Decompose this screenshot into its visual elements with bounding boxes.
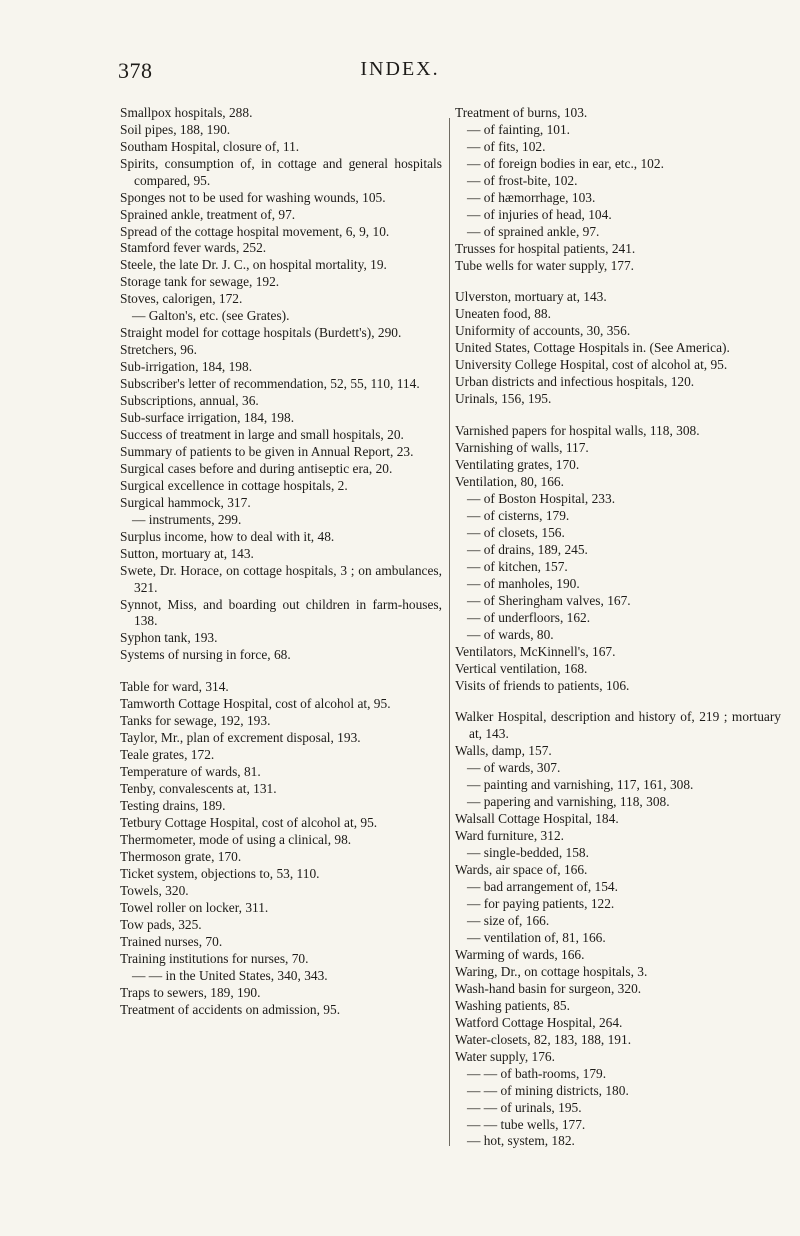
index-entry: Straight model for cottage hospitals (Burdett's), 290. [120, 325, 402, 341]
index-entry: Stretchers, 96. [120, 342, 197, 358]
index-entry: Ticket system, objections to, 53, 110. [120, 865, 320, 881]
index-entry: Southam Hospital, closure of, 11. [120, 138, 300, 154]
running-head: INDEX. [360, 58, 440, 80]
index-entry: Urban districts and infectious hospitals, 120. [455, 374, 695, 390]
index-entry: Stamford fever wards, 252. [120, 240, 267, 256]
index-entry: Temperature of wards, 81. [120, 763, 261, 779]
index-subentry: — of underfloors, 162. [467, 609, 591, 625]
index-subentry: — of foreign bodies in ear, etc., 102. [467, 155, 664, 171]
index-entry: Success of treatment in large and small hospitals, 20. [120, 427, 404, 443]
index-subentry: — of hæmorrhage, 103. [467, 189, 596, 205]
index-subentry: — of kitchen, 157. [467, 558, 568, 574]
index-subentry: — instruments, 299. [132, 512, 242, 528]
index-entry: Uniformity of accounts, 30, 356. [455, 323, 631, 339]
index-entry: Wash-hand basin for surgeon, 320. [455, 980, 642, 996]
index-subentry: — of manholes, 190. [467, 575, 580, 591]
index-entry: Summary of patients to be given in Annual Report, 23. [120, 444, 414, 460]
section-gap [455, 408, 781, 423]
index-entry: Teale grates, 172. [120, 746, 215, 762]
index-entry: Varnishing of walls, 117. [455, 439, 589, 455]
index-entry: Surgical excellence in cottage hospitals, 2. [120, 478, 348, 494]
index-subentry: — of fainting, 101. [467, 121, 571, 137]
index-entry: Sprained ankle, treatment of, 97. [120, 206, 296, 222]
index-entry: Tanks for sewage, 192, 193. [120, 712, 271, 728]
index-entry: Smallpox hospitals, 288. [120, 105, 253, 120]
index-subentry: — for paying patients, 122. [467, 895, 615, 911]
index-entry: Walker Hospital, description and history of, 219 ; mortuary at, 143. [455, 709, 781, 741]
index-entry: Uneaten food, 88. [455, 306, 551, 322]
index-entry: Treatment of accidents on admission, 95. [120, 1001, 341, 1017]
index-entry: Soil pipes, 188, 190. [120, 121, 231, 137]
index-entry: Traps to sewers, 189, 190. [120, 984, 261, 1000]
index-column-left [120, 105, 442, 1019]
index-entry: Watford Cottage Hospital, 264. [455, 1014, 623, 1030]
index-entry: Table for ward, 314. [120, 678, 229, 694]
index-subentry: — of wards, 307. [467, 759, 561, 775]
index-subentry: — bad arrangement of, 154. [467, 878, 618, 894]
index-entry: Steele, the late Dr. J. C., on hospital mortality, 19. [120, 257, 387, 273]
index-subentry: — of cisterns, 179. [467, 507, 570, 523]
index-entry: Water-closets, 82, 183, 188, 191. [455, 1031, 632, 1047]
index-entry: Varnished papers for hospital walls, 118, 308. [455, 422, 700, 438]
index-entry: Swete, Dr. Horace, on cottage hospitals, 3 ; on ambulances, 321. [120, 563, 442, 595]
index-entry: Surplus income, how to deal with it, 48. [120, 529, 335, 545]
index-entry: Spread of the cottage hospital movement, 6, 9, 10. [120, 223, 390, 239]
index-entry: Walsall Cottage Hospital, 184. [455, 810, 619, 826]
index-entry: Vertical ventilation, 168. [455, 660, 588, 676]
index-entry: Subscriptions, annual, 36. [120, 393, 259, 409]
index-entry: Sub-surface irrigation, 184, 198. [120, 410, 295, 426]
index-entry: Tow pads, 325. [120, 916, 202, 932]
index-entry: Waring, Dr., on cottage hospitals, 3. [455, 963, 648, 979]
index-entry: Thermometer, mode of using a clinical, 98. [120, 831, 352, 847]
index-subentry: — ventilation of, 81, 166. [467, 929, 606, 945]
index-subentry: — of Sheringham valves, 167. [467, 592, 631, 608]
index-entry: Surgical cases before and during antiseptic era, 20. [120, 461, 393, 477]
index-subentry: — — of mining districts, 180. [467, 1082, 629, 1098]
index-subentry: — of Boston Hospital, 233. [467, 490, 616, 506]
index-entry: Syphon tank, 193. [120, 630, 218, 646]
column-divider [449, 118, 450, 1146]
index-entry: Storage tank for sewage, 192. [120, 274, 280, 290]
index-entry: Sutton, mortuary at, 143. [120, 546, 254, 562]
index-subentry: — of injuries of head, 104. [467, 206, 612, 222]
index-subentry: — — tube wells, 177. [467, 1116, 586, 1132]
index-entry: Surgical hammock, 317. [120, 495, 251, 511]
index-entry: Ulverston, mortuary at, 143. [455, 289, 607, 305]
index-entry: Ventilating grates, 170. [455, 456, 580, 472]
index-entry: Trusses for hospital patients, 241. [455, 240, 636, 256]
index-entry: Synnot, Miss, and boarding out children in farm-houses, 138. [120, 596, 442, 629]
index-subentry: — painting and varnishing, 117, 161, 308. [467, 776, 694, 792]
index-entry: Taylor, Mr., plan of excrement disposal, 193. [120, 729, 361, 745]
index-entry: Tetbury Cottage Hospital, cost of alcohol at, 95. [120, 814, 378, 830]
index-subentry: — of fits, 102. [467, 138, 546, 154]
section-gap [455, 695, 781, 710]
index-subentry: — of frost-bite, 102. [467, 172, 578, 188]
index-entry: Trained nurses, 70. [120, 933, 223, 949]
page-header [0, 58, 800, 88]
index-entry: Tenby, convalescents at, 131. [120, 780, 277, 796]
index-subentry: — single-bedded, 158. [467, 844, 589, 860]
section-gap [455, 275, 781, 290]
index-entry: Thermoson grate, 170. [120, 848, 242, 864]
index-entry: Subscriber's letter of recommendation, 52, 55, 110, 114. [120, 376, 420, 392]
index-entry: Warming of wards, 166. [455, 946, 585, 962]
index-subentry: — of drains, 189, 245. [467, 541, 588, 557]
index-subentry: — of closets, 156. [467, 524, 565, 540]
index-entry: Tube wells for water supply, 177. [455, 257, 635, 273]
index-entry: Ward furniture, 312. [455, 827, 564, 843]
index-entry: Stoves, calorigen, 172. [120, 291, 243, 307]
index-entry: Training institutions for nurses, 70. [120, 950, 309, 966]
index-entry: Treatment of burns, 103. [455, 105, 588, 120]
section-gap [120, 664, 442, 679]
index-subentry: — Galton's, etc. (see Grates). [132, 308, 290, 324]
index-subentry: — — of bath-rooms, 179. [467, 1065, 607, 1081]
index-subentry: — papering and varnishing, 118, 308. [467, 793, 670, 809]
index-entry: Sub-irrigation, 184, 198. [120, 359, 253, 375]
index-subentry: — of sprained ankle, 97. [467, 223, 600, 239]
index-entry: Ventilators, McKinnell's, 167. [455, 643, 616, 659]
index-column-right [455, 105, 781, 1150]
index-entry: Washing patients, 85. [455, 997, 570, 1013]
index-entry: Water supply, 176. [455, 1048, 555, 1064]
index-entry: Walls, damp, 157. [455, 742, 552, 758]
index-entry: Testing drains, 189. [120, 797, 226, 813]
index-entry: Ventilation, 80, 166. [455, 473, 564, 489]
index-entry: Visits of friends to patients, 106. [455, 677, 630, 693]
index-entry: United States, Cottage Hospitals in. (See America). [455, 340, 730, 356]
index-subentry: — — of urinals, 195. [467, 1099, 582, 1115]
page-number: 378 [118, 58, 153, 83]
index-subentry: — size of, 166. [467, 912, 550, 928]
index-entry: Towels, 320. [120, 882, 189, 898]
index-entry: Towel roller on locker, 311. [120, 899, 269, 915]
index-entry: Systems of nursing in force, 68. [120, 647, 291, 663]
index-entry: Sponges not to be used for washing wounds, 105. [120, 189, 386, 205]
index-subentry: — of wards, 80. [467, 626, 554, 642]
index-entry: Tamworth Cottage Hospital, cost of alcohol at, 95. [120, 695, 391, 711]
index-entry: Urinals, 156, 195. [455, 391, 552, 407]
index-subentry: — hot, system, 182. [467, 1133, 575, 1149]
index-entry: University College Hospital, cost of alcohol at, 95. [455, 357, 728, 373]
index-entry: Wards, air space of, 166. [455, 861, 588, 877]
index-subentry: — — in the United States, 340, 343. [132, 967, 328, 983]
index-entry: Spirits, consumption of, in cottage and general hospitals compared, 95. [120, 155, 442, 188]
